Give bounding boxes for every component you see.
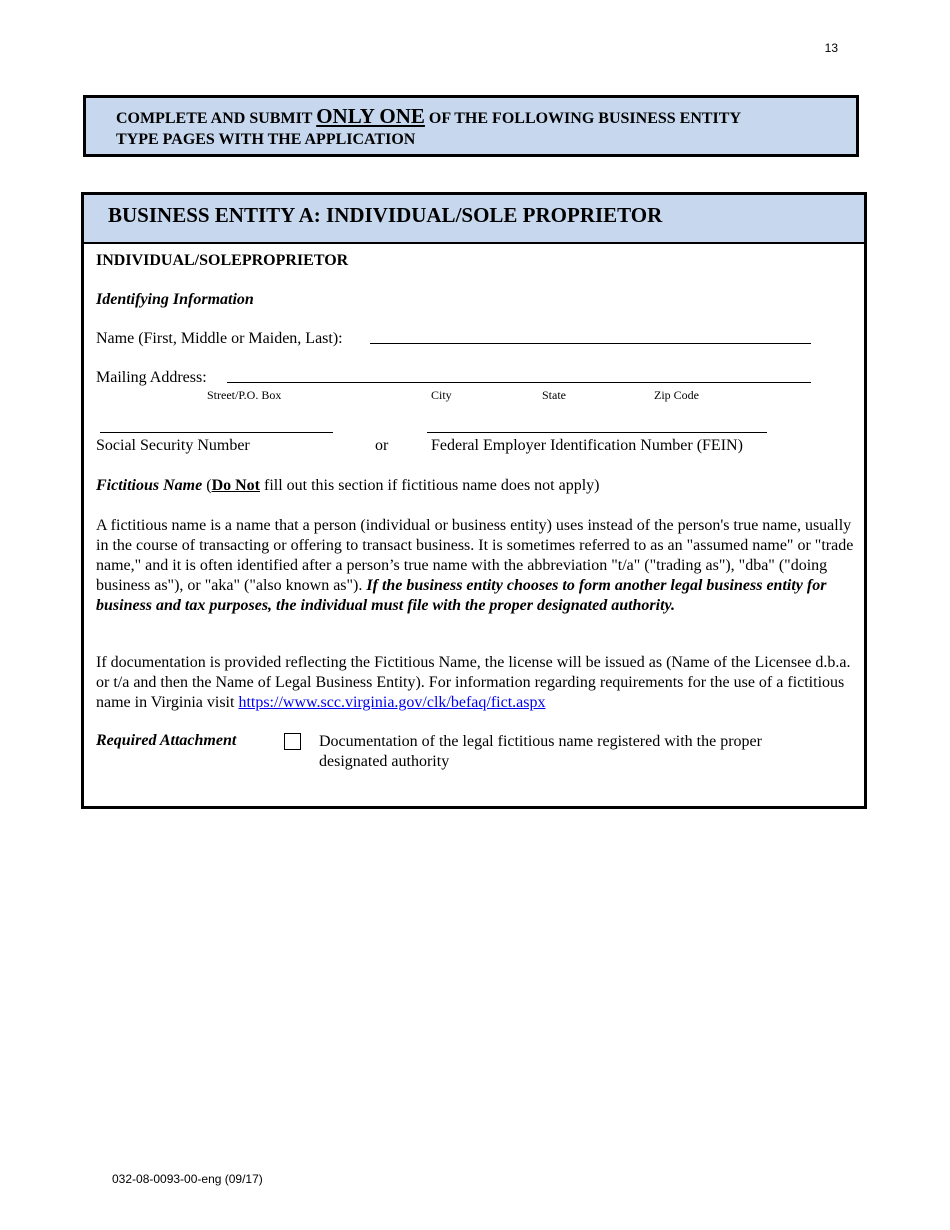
business-entity-a-panel xyxy=(81,192,867,809)
city-sublabel: City xyxy=(431,388,452,402)
banner-text: OF THE FOLLOWING BUSINESS ENTITY xyxy=(424,110,742,127)
state-sublabel: State xyxy=(542,388,566,402)
required-attachment-label: Required Attachment xyxy=(96,732,237,749)
street-sublabel: Street/P.O. Box xyxy=(207,388,282,402)
attachment-line-1: Documentation of the legal fictitious name registered with the proper xyxy=(319,733,762,750)
documentation-text: If documentation is provided reflecting the Fictitious Name, the license will be issued as (Name of the Licensee d.b.a. or t/a and then the Name of Legal Business Entity). For information regarding requirements for the use of a fictitious name in Virginia visit xyxy=(96,654,851,711)
attachment-checkbox[interactable] xyxy=(284,733,301,750)
fictitious-heading-line xyxy=(96,477,600,495)
fictitious-definition xyxy=(96,516,856,616)
section-subtitle: INDIVIDUAL/SOLEPROPRIETOR xyxy=(96,252,349,269)
banner-line-1 xyxy=(116,106,856,129)
name-field[interactable] xyxy=(370,343,811,344)
mailing-address-field[interactable] xyxy=(227,382,811,383)
fein-field[interactable] xyxy=(427,432,767,433)
fictitious-note: fill out this section if fictitious name does not apply) xyxy=(260,477,600,494)
form-code: 032-08-0093-00-eng (09/17) xyxy=(112,1172,263,1186)
ssn-field[interactable] xyxy=(100,432,333,433)
fictitious-name-link[interactable]: https://www.scc.virginia.gov/clk/befaq/fict.aspx xyxy=(238,694,546,711)
or-label: or xyxy=(375,437,389,454)
mailing-address-label: Mailing Address: xyxy=(96,369,207,386)
banner-line-2: TYPE PAGES WITH THE APPLICATION xyxy=(116,131,416,148)
documentation-paragraph xyxy=(96,653,860,713)
definition-emphasis: If the business entity chooses to form another legal business entity for business and tax purposes, the individual must file with the proper designated authority. xyxy=(96,577,827,614)
definition-text: A fictitious name is a name that a person (individual or business entity) uses instead of the person's true name, usually in the course of transacting or offering to transact business. It is sometimes referred to as an "assumed name" or "trade name," and it is often identified after a person’s true name with the abbreviation "t/a" ("trading as"), "dba" ("doing business as"), or "aka" ("also known as"). xyxy=(96,517,854,594)
attachment-description xyxy=(319,732,839,772)
zip-sublabel: Zip Code xyxy=(654,388,699,402)
banner-emphasis: ONLY ONE xyxy=(316,104,425,128)
fictitious-heading: Fictitious Name xyxy=(96,477,203,494)
section-title: BUSINESS ENTITY A: INDIVIDUAL/SOLE PROPRIETOR xyxy=(84,195,864,244)
attachment-line-2: designated authority xyxy=(319,753,450,770)
do-not-emphasis: Do Not xyxy=(211,477,260,494)
identifying-heading: Identifying Information xyxy=(96,291,254,308)
banner-text: COMPLETE AND SUBMIT xyxy=(116,110,317,127)
name-label: Name (First, Middle or Maiden, Last): xyxy=(96,330,343,347)
ssn-label: Social Security Number xyxy=(96,437,250,454)
paren: ( xyxy=(202,477,212,494)
instruction-banner xyxy=(83,95,859,157)
page-number: 13 xyxy=(824,41,838,55)
fein-label: Federal Employer Identification Number (FEIN) xyxy=(431,437,743,454)
